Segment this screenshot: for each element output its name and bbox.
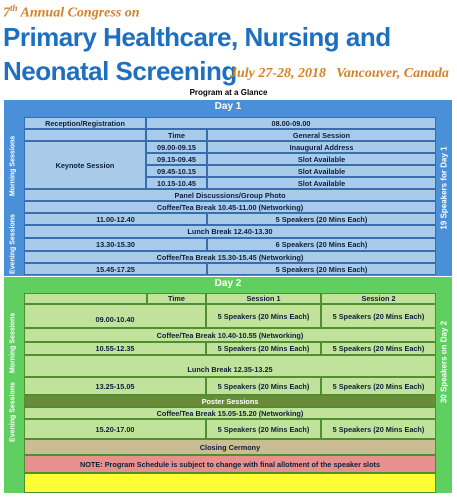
coffee-break-row: Coffee/Tea Break 10.40-10.55 (Networking): [24, 328, 436, 342]
keynote-time-4: 10.15-10.45: [146, 177, 207, 189]
day2-slot3-session1: 5 Speakers (20 Mins Each): [206, 377, 321, 395]
time-header: Time: [146, 129, 207, 141]
day2-heading: Day 2: [214, 278, 242, 289]
program-subtitle: Program at a Glance: [189, 88, 268, 97]
day1-slot1-time: 11.00-12.40: [24, 213, 207, 225]
day1-slot3-event: 5 Speakers (20 Mins Each): [207, 263, 436, 275]
keynote-time-3: 09.45-10.15: [146, 165, 207, 177]
coffee-break-row: Coffee/Tea Break 10.45-11.00 (Networking): [24, 201, 436, 213]
header: [0, 0, 457, 88]
day2-slot1-session1: 5 Speakers (20 Mins Each): [206, 304, 321, 328]
keynote-session-label: Keynote Session: [24, 141, 146, 189]
day2-slot3-session2: 5 Speakers (20 Mins Each): [321, 377, 436, 395]
lunch-break-row: Lunch Break 12.40-13.30: [24, 225, 436, 238]
keynote-event-3: Slot Available: [207, 165, 436, 177]
day1-morning-label: Morning Sessions: [9, 135, 17, 197]
day1-slot1-event: 5 Speakers (20 Mins Each): [207, 213, 436, 225]
day2-slot3-time: 13.25-15.05: [24, 377, 206, 395]
event-dates: July 27-28, 2018: [230, 66, 327, 81]
registration-time: 08.00-09.00: [146, 117, 436, 129]
lunch-break-row: Lunch Break 12.35-13.25: [24, 355, 436, 377]
schedule-note: NOTE: Program Schedule is subject to change with final allotment of the speaker slots: [24, 455, 436, 473]
day2-evening-label: Evening Sessions: [9, 382, 17, 442]
closing-ceremony-row: Closing Cermony: [24, 439, 436, 455]
poster-sessions-row: Poster Sessions: [24, 395, 436, 407]
blank-cell: [24, 129, 146, 141]
keynote-event-1: Inaugural Address: [207, 141, 436, 153]
panel-discussion-row: Panel Discussions/Group Photo: [24, 189, 436, 201]
date-location: [230, 66, 457, 82]
coffee-break-row: Coffee/Tea Break 15.30-15.45 (Networking): [24, 251, 436, 263]
coffee-break-row: Coffee/Tea Break 15.05-15.20 (Networking): [24, 407, 436, 419]
day2-slot4-session1: 5 Speakers (20 Mins Each): [206, 419, 321, 439]
day2-slot4-time: 15.20-17.00: [24, 419, 206, 439]
footer-band: [24, 473, 436, 493]
keynote-time-2: 09.15-09.45: [146, 153, 207, 165]
session2-header: Session 2: [321, 293, 436, 304]
day1-slot2-time: 13.30-15.30: [24, 238, 207, 251]
day1-block: [4, 100, 452, 276]
title-line-1: Primary Healthcare, Nursing and: [3, 22, 391, 52]
day1-evening-label: Evening Sessions: [9, 214, 17, 274]
day2-slot2-session2: 5 Speakers (20 Mins Each): [321, 342, 436, 355]
time-header: Time: [147, 293, 206, 304]
session1-header: Session 1: [206, 293, 321, 304]
congress-edition: [3, 3, 140, 22]
day2-morning-label: Morning Sessions: [9, 312, 17, 374]
general-session-header: General Session: [207, 129, 436, 141]
day2-slot1-time: 09.00-10.40: [24, 304, 206, 328]
edition-suffix: th: [10, 3, 18, 13]
day2-slot2-time: 10.55-12.35: [24, 342, 206, 355]
day2-slot2-session1: 5 Speakers (20 Mins Each): [206, 342, 321, 355]
edition-number: 7: [3, 5, 10, 21]
edition-text: Annual Congress on: [17, 5, 140, 21]
day1-speakers-label: 19 Speakers for Day 1: [439, 146, 449, 230]
keynote-time-1: 09.00-09.15: [146, 141, 207, 153]
blank-cell: [24, 293, 147, 304]
day1-slot2-event: 6 Speakers (20 Mins Each): [207, 238, 436, 251]
registration-label: Reception/Registration: [24, 117, 146, 129]
day1-slot3-time: 15.45-17.25: [24, 263, 207, 275]
keynote-event-4: Slot Available: [207, 177, 436, 189]
title-line-2: Neonatal Screening: [3, 56, 237, 86]
day2-block: [4, 277, 452, 493]
day2-slot4-session2: 5 Speakers (20 Mins Each): [321, 419, 436, 439]
keynote-event-2: Slot Available: [207, 153, 436, 165]
day2-speakers-label: 30 Speakers on Day 2: [439, 320, 449, 404]
event-location: Vancouver, Canada: [336, 66, 449, 81]
day2-slot1-session2: 5 Speakers (20 Mins Each): [321, 304, 436, 328]
day1-heading: Day 1: [214, 101, 242, 112]
